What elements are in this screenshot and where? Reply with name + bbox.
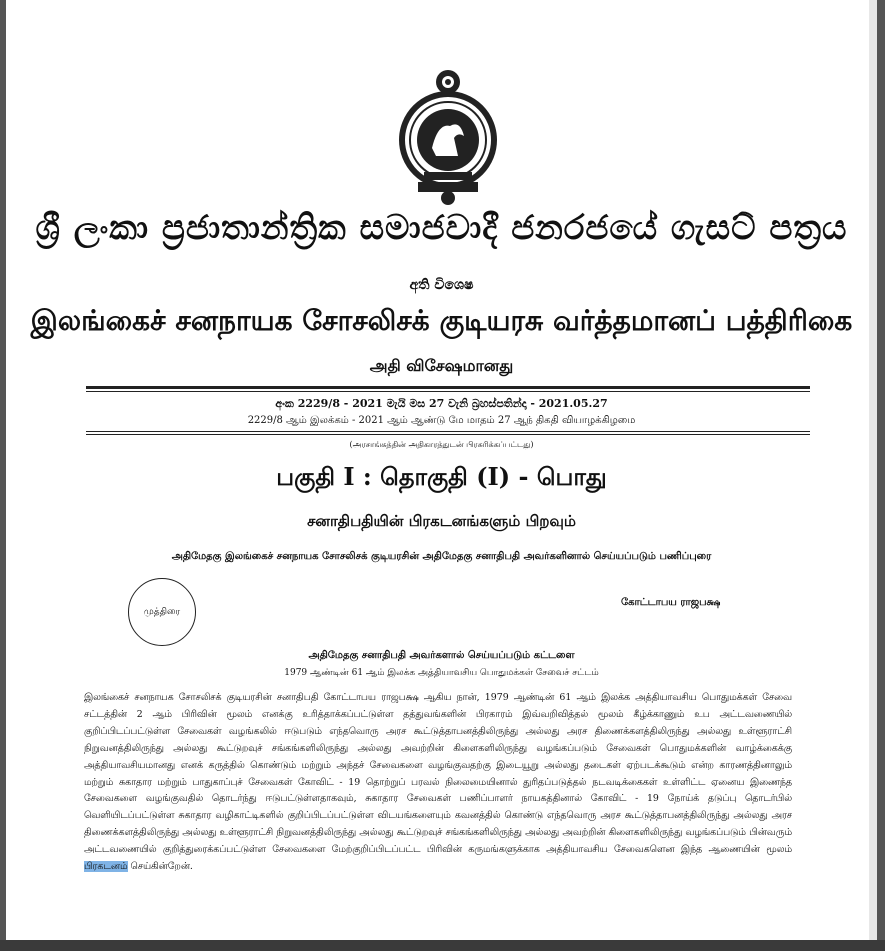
signer-name: கோட்டாபய ராஜபக்ஷ: [621, 597, 721, 608]
viewer-bottom-bar: [0, 940, 885, 951]
issue-line-sinhala: අංක 2229/8 - 2021 මැයි මස 27 වැනි බ්‍රහස්පතින්දා - 2021.05.27: [275, 397, 608, 410]
sinhala-extraordinary: අති විශෙෂ: [409, 277, 474, 293]
section-subtitle: சனாதிபதியின் பிரகடனங்களும் பிறவும்: [307, 512, 576, 530]
order-body-end: செய்கின்றேன்.: [127, 861, 193, 873]
part-heading: பகுதி I : தொகுதி (I) - பொது: [276, 462, 607, 491]
divider-thin: [86, 431, 810, 432]
tamil-extraordinary: அதி விசேஷமானது: [369, 356, 514, 375]
commission-heading: அதிமேதகு இலங்கைச் சனநாயக சோசலிசக் குடியரசின் அதிமேதகு சனாதிபதி அவர்களினால் செய்யப்படும் பணிப்புரை: [171, 551, 712, 562]
order-body-text: இலங்கைச் சனநாயக சோசலிசக் குடியரசின் சனாதிபதி கோட்டாபய ராஜபக்ஷ ஆகிய நான், 1979 ஆண்டின் 61 ஆம் இலக்க அத்தியாவசிய பொதுமக்கள் சேவை சட்டத்தின் 2 ஆம் பிரிவின் மூலம் எனக்கு உரித்தாக்கப்பட்டுள்ள தத்துவங்களின் பிரகாரம் இவ்வறிவித்தல் மூலம் கீழ்க்காணும் உப அட்டவணையில் குறிப்பிடப்பட்டுள்ள சேவைகள் வழங்கலில் ஈடுபடும் எந்தவொரு அரச கூட்டுத்தாபனத்திலிருந்து அல்லது அரச திணைக்களத்திலிருந்து அல்லது உள்ளூராட்சி நிறுவனத்திலிருந்து அல்லது கூட்டுறவுச் சங்கங்களிலிருந்து அல்லது அவற்றின் கிளைகளிலிருந்து வழங்கப்படும் சேவைகள் பொதுமக்களின் வாழ்க்கைக்கு அத்தியாவசியமானது எனக் கருத்தில் கொண்டும் மற்றும் அந்தச் சேவைகளை வழங்குவதற்கு இடையூறு அல்லது தடைகள் ஏற்படக்கூடும் என்ற காரணத்தினாலும் மற்றும் சுகாதார மற்றும் பாதுகாப்புச் சேவைகள் கோவிட் - 19 தொற்றுப் பரவல் நிலைமையினால் துரிதப்படுத்தல் நடவடிக்கைகள் உள்ளிட்ட ஏனைய இணைந்த சேவைகளை வழங்குவதில் தொடர்ந்து ஈடுபட்டுள்ளதாகவும், சுகாதார சேவைகள் பணிப்பாளர் நாயகத்தினால் கோவிட் - 19 நோய்க் தடுப்பு தொடர்பில் வெளியிடப்பட்டுள்ள சுகாதார வழிகாட்டிகளில் குறிப்பிடப்பட்டுள்ள விடயங்களையும் கவனத்தில் கொண்டு எந்தவொரு அரச கூட்டுத்தாபனத்திலிருந்து அல்லது அரச திணைக்களத்திலிருந்து அல்லது உள்ளூராட்சி நிறுவனத்திலிருந்து அல்லது கூட்டுறவுச் சங்கங்களிலிருந்து அல்லது அவற்றின் கிளைகளிலிருந்து வழங்கப்படும் பின்வரும் அட்டவணையில் குறித்துரைக்கப்பட்டுள்ள சேவைகளை மேற்குறிப்பிடப்பட்ட பிரிவின் கருமங்களுக்காக அத்தியாவசிய சேவைகளென இந்த ஆணையின் மூலம்: [84, 692, 792, 856]
order-reference: 1979 ஆண்டின் 61 ஆம் இலக்க அத்தியாவசிய பொதுமக்கள் சேவைச் சட்டம்: [284, 668, 599, 678]
state-emblem-icon: [398, 68, 498, 206]
sinhala-title: ශ්‍රී ලංකා ප්‍රජාතාන්ත්‍රික සමාජවාදී ජනරජයේ ගැසට් පත්‍රය: [35, 208, 848, 248]
divider-thick: [86, 386, 810, 389]
gazette-page: [6, 0, 877, 940]
order-body: [84, 690, 792, 876]
published-note: (அரசாங்கத்தின் அதிகாரத்துடன் பிரசுரிக்கப்பட்டது): [349, 440, 534, 449]
divider-thin: [86, 434, 810, 435]
divider-thin: [86, 391, 810, 392]
seal-label: முத்திரை: [143, 606, 181, 617]
selected-word[interactable]: பிரகடனம்: [84, 861, 128, 873]
issue-line-tamil: 2229/8 ஆம் இலக்கம் - 2021 ஆம் ஆண்டு மே மாதம் 27 ஆந் திகதி வியாழக்கிழமை: [247, 415, 636, 426]
order-title: அதிமேதகு சனாதிபதி அவர்களால் செய்யப்படும் கட்டளை: [308, 650, 575, 661]
seal-circle: [128, 578, 196, 646]
tamil-title: இலங்கைச் சனநாயக சோசலிசக் குடியரசு வர்த்தமானப் பத்திரிகை: [30, 304, 853, 337]
